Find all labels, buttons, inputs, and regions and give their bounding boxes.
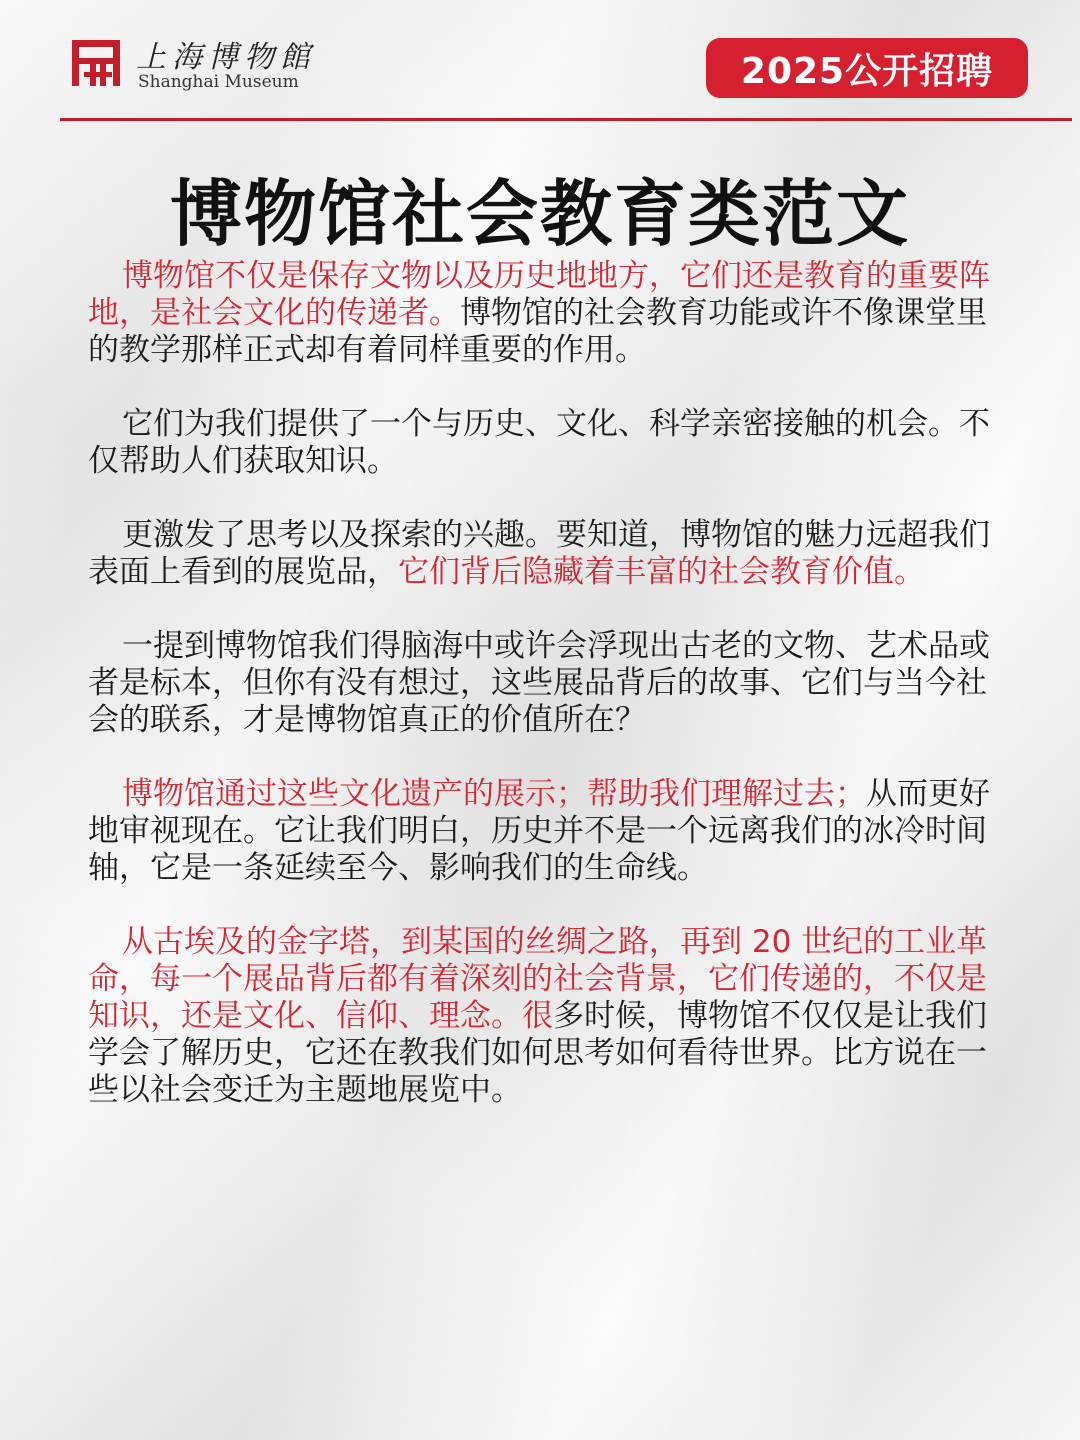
header (0, 0, 1080, 120)
body-text: 多时候，博物馆不仅仅是让我们学会了解历史，它还在教我们如何思考如何看待世界。比方说在一些以社会变迁为主题地展览中。 (88, 998, 987, 1108)
header-divider (60, 118, 1072, 121)
highlight-text: 博物馆不仅是保存文物以及历史地地方，它们还是教育的重要阵地，是社会文化的传递者。 (88, 258, 990, 331)
paragraph-1 (88, 258, 1008, 369)
paragraph-4 (88, 628, 1008, 739)
recruitment-badge (706, 38, 1028, 98)
logo-english-text: Shanghai Museum (138, 72, 299, 92)
highlight-text: 它们背后隐藏着丰富的社会教育价值。 (398, 554, 925, 590)
paragraph-3 (88, 517, 1008, 591)
body-text: 更激发了思考以及探索的兴趣。要知道，博物馆的魅力远超我们表面上看到的展览品， (88, 517, 990, 590)
page-title: 博物馆社会教育类范文 (169, 172, 910, 256)
highlight-text: 博物馆通过这些文化遗产的展示；帮助我们理解过去； (122, 776, 866, 812)
highlight-text: 从古埃及的金字塔，到某国的丝绸之路，再到 20 世纪的工业革命，每一个展品背后都有着深刻的社会背景，它们传递的，不仅是知识，还是文化、信仰、理念。很 (88, 924, 988, 1034)
museum-emblem-icon (68, 34, 124, 90)
recruitment-badge-label: 2025公开招聘 (740, 50, 994, 92)
paragraph-2 (88, 406, 1008, 480)
body-text: 它们为我们提供了一个与历史、文化、科学亲密接触的机会。不仅帮助人们获取知识。 (88, 406, 990, 479)
body-text: 博物馆的社会教育功能或许不像课堂里的教学那样正式却有着同样重要的作用。 (88, 295, 987, 368)
paragraph-6 (88, 924, 1008, 1109)
logo-chinese-text: 上海博物館 (136, 40, 316, 75)
article-body (88, 258, 1008, 1109)
body-text: 从而更好地审视现在。它让我们明白，历史并不是一个远离我们的冰冷时间轴，它是一条延续至今、影响我们的生命线。 (88, 776, 990, 886)
body-text: 一提到博物馆我们得脑海中或许会浮现出古老的文物、艺术品或者是标本，但你有没有想过，这些展品背后的故事、它们与当今社会的联系，才是博物馆真正的价值所在？ (88, 628, 990, 738)
paragraph-5 (88, 776, 1008, 887)
shanghai-museum-logo (68, 32, 316, 96)
